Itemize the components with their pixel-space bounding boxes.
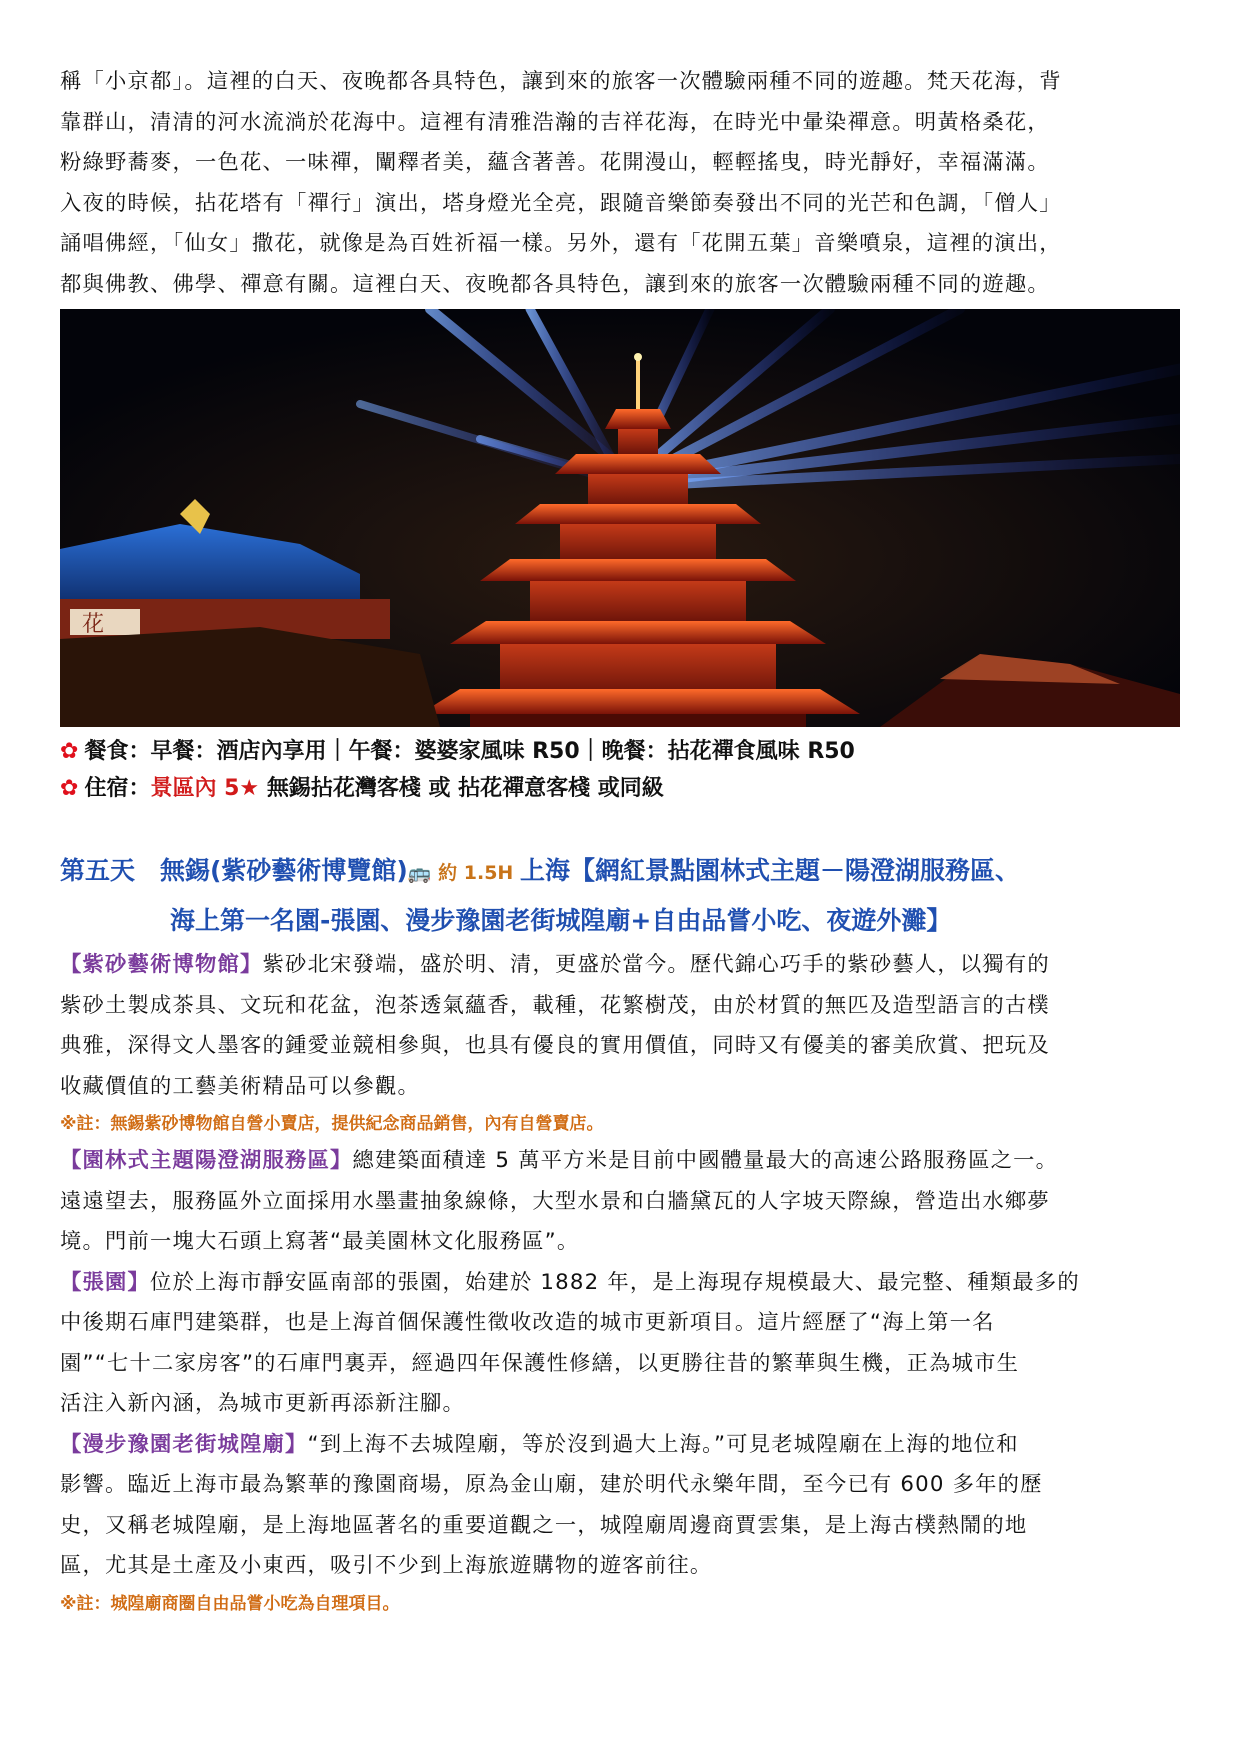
intro-line: 靠群山，清清的河水流淌於花海中。這裡有清雅浩瀚的吉祥花海，在時光中暈染禪意。明黃格桑花， (60, 109, 1050, 135)
intro-line: 誦唱佛經，「仙女」撒花，就像是為百姓祈福一樣。另外，還有「花開五葉」音樂噴泉，這裡的演出， (60, 231, 1062, 256)
section-line: 活注入新內涵，為城市更新再添新注腳。 (60, 1391, 465, 1416)
section-line: 園”“七十二家房客”的石庫門裏弄，經過四年保護性修繕，以更勝往昔的繁華與生機，正為城市生 (60, 1350, 1020, 1376)
section-line: 典雅，深得文人墨客的鍾愛並競相參與，也具有優良的實用價值，同時又有優美的審美欣賞、把玩及 (60, 1033, 1050, 1058)
lodging-line (60, 770, 1190, 807)
section-text: 位於上海市靜安區南部的張園，始建於 1882 年，是上海現存規模最大、最完整、種類最多的 (150, 1269, 1080, 1295)
pagoda-illustration (60, 309, 1180, 727)
section-line: 中後期石庫門建築群，也是上海首個保護性徵收改造的城市更新項目。這片經歷了“海上第一名 (60, 1310, 995, 1335)
intro-line: 都與佛教、佛學、禪意有關。這裡白天、夜晚都各具特色，讓到來的旅客一次體驗兩種不同的遊趣。 (60, 271, 1050, 297)
day5-title-a: 第五天 無錫(紫砂藝術博覽館) (60, 856, 408, 885)
section-tag: 【張園】 (60, 1269, 150, 1295)
flower-icon: ✿ (60, 739, 79, 764)
section-line: 收藏價值的工藝美術精品可以參觀。 (60, 1073, 420, 1099)
section-zhangyuan (60, 1263, 1190, 1425)
section-zisha (60, 945, 1190, 1141)
section-line (60, 1425, 1190, 1466)
section-tag: 【園林式主題陽澄湖服務區】 (60, 1148, 353, 1173)
page (60, 62, 1190, 1621)
section-line (60, 1141, 1190, 1182)
section-line: 境。門前一塊大石頭上寫著“最美園林文化服務區”。 (60, 1229, 580, 1254)
bus-icon: 🚌 (407, 862, 432, 884)
lodging-highlight: 景區內 5★ (150, 776, 260, 801)
temple-sign: 花 (82, 612, 105, 637)
day5-title (60, 847, 1190, 945)
section-tag: 【漫步豫園老街城隍廟】 (60, 1431, 308, 1457)
intro-line: 粉綠野蕎麥，一色花、一味禪，闡釋者美，蘊含著善。花開漫山，輕輕搖曳，時光靜好，幸福滿滿。 (60, 150, 1050, 175)
section-text: 紫砂北宋發端，盛於明、清，更盛於當今。歷代錦心巧手的紫砂藝人，以獨有的 (262, 952, 1050, 977)
section-text: 總建築面積達 5 萬平方米是目前中國體量最大的高速公路服務區之一。 (352, 1148, 1059, 1173)
section-line (60, 945, 1190, 986)
section-line (60, 1263, 1190, 1304)
section-text: “到上海不去城隍廟，等於沒到過大上海。”可見老城隍廟在上海的地位和 (307, 1431, 1019, 1457)
day5-title-b: 上海【網紅景點園林式主題－陽澄湖服務區、 (519, 856, 1020, 885)
section-line: 影響。臨近上海市最為繁華的豫園商場，原為金山廟，建於明代永樂年間，至今已有 600 多年的歷 (60, 1472, 1043, 1497)
meals-text: 餐食：早餐：酒店內享用｜午餐：婆婆家風味 R50｜晚餐：拈花禪食風味 R50 (84, 739, 855, 764)
note: ※註：無錫紫砂博物館自營小賣店，提供紀念商品銷售，內有自營賣店。 (60, 1114, 604, 1134)
lodging-label: 住宿： (84, 776, 151, 801)
section-line: 區，尤其是土產及小東西，吸引不少到上海旅遊購物的遊客前往。 (60, 1553, 713, 1578)
pagoda-night-photo (60, 309, 1180, 727)
day5-title-line2: 海上第一名園-張園、漫步豫園老街城隍廟+自由品嘗小吃、夜遊外灘】 (170, 906, 952, 935)
intro-line: 稱「小京都」。這裡的白天、夜晚都各具特色，讓到來的旅客一次體驗兩種不同的遊趣。梵天花海，背 (60, 69, 1062, 94)
flower-icon: ✿ (60, 776, 79, 801)
intro-paragraph (60, 62, 1190, 305)
meals-line (60, 733, 1190, 770)
section-line: 紫砂土製成茶具、文玩和花盆，泡茶透氣蘊香，載種，花繁樹茂，由於材質的無匹及造型語言的古樸 (60, 992, 1050, 1018)
lodging-text: 無錫拈花灣客棧 或 拈花禪意客棧 或同級 (259, 776, 664, 801)
section-tag: 【紫砂藝術博物館】 (60, 952, 263, 977)
intro-line: 入夜的時候，拈花塔有「禪行」演出，塔身燈光全亮，跟隨音樂節奏發出不同的光芒和色調，「僧人」 (60, 190, 1062, 216)
note: ※註：城隍廟商圈自由品嘗小吃為自理項目。 (60, 1593, 400, 1614)
day5-duration: 約 1.5H (431, 862, 520, 884)
section-yangcheng (60, 1141, 1190, 1263)
section-line: 遠遠望去，服務區外立面採用水墨畫抽象線條，大型水景和白牆黛瓦的人字坡天際線，營造出水鄉夢 (60, 1188, 1050, 1214)
section-yuyuan (60, 1425, 1190, 1621)
section-line: 史，又稱老城隍廟，是上海地區著名的重要道觀之一，城隍廟周邊商賈雲集，是上海古樸熱鬧的地 (60, 1512, 1028, 1538)
